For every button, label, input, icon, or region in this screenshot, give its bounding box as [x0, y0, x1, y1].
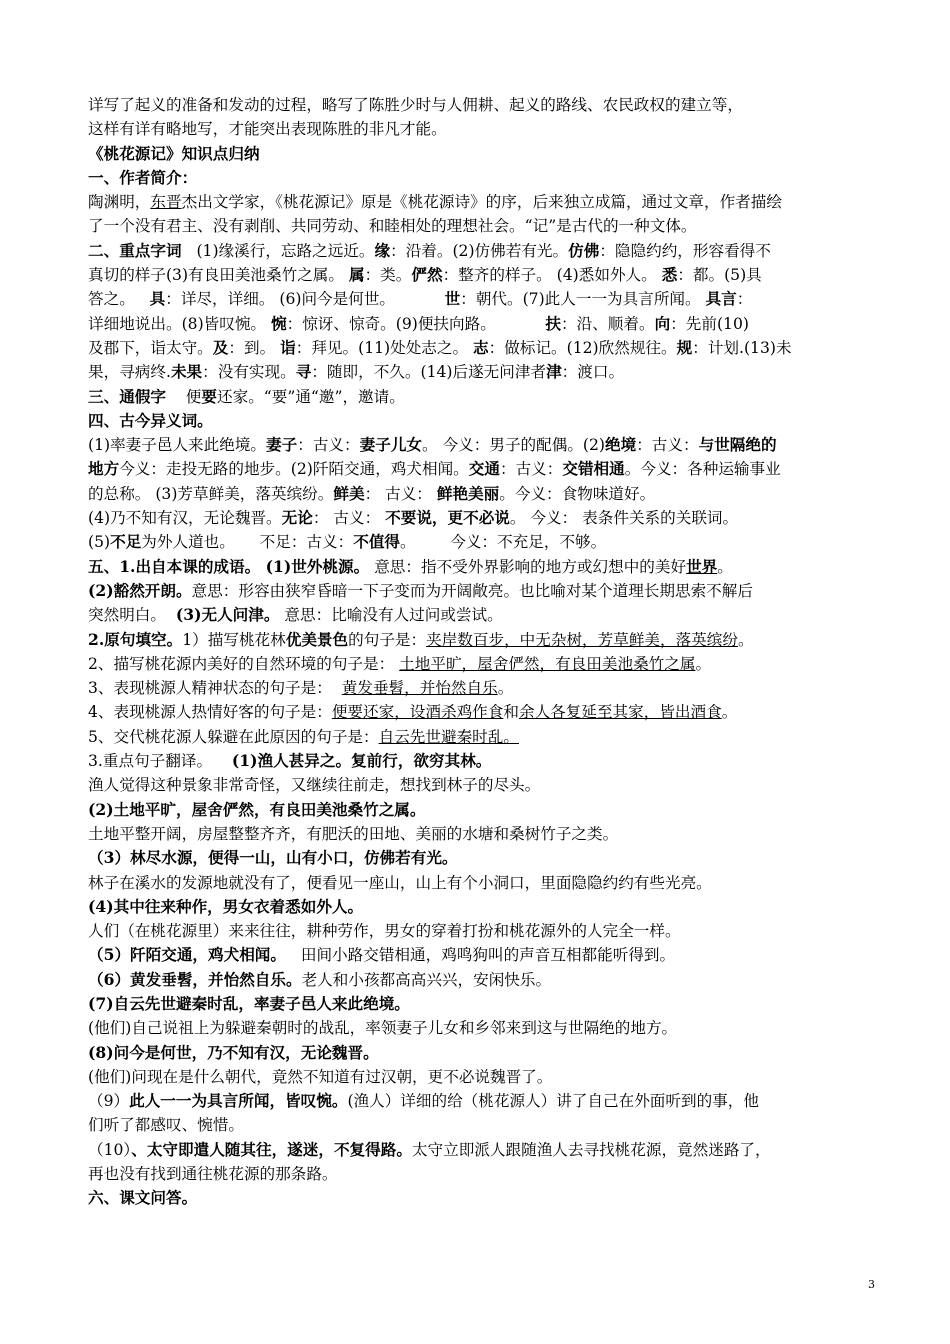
text-run: 《桃花源记》知识点归纳 — [88, 143, 260, 163]
text-run: 绝境 — [605, 435, 637, 455]
text-run: 津 — [546, 362, 562, 382]
text-run: ：做标记。(12)欣然规往。 — [488, 338, 677, 357]
text-run: 意思：形容由狭窄昏暗一下子变而为开阔敞亮。也比喻对某个道理长期思索不解后 — [191, 581, 753, 600]
text-line — [88, 603, 880, 627]
text-run: ：没有实现。 — [202, 363, 296, 382]
text-run: 答之。 — [88, 290, 150, 309]
text-run: 三、通假字 — [88, 386, 166, 406]
document-body — [88, 93, 880, 1211]
text-run: 林子在溪水的发源地就没有了，便看见一座山，山上有个小洞口，里面隐隐约约有些光亮。 — [88, 873, 712, 892]
text-line — [88, 822, 880, 846]
text-run: 。 — [717, 557, 733, 576]
text-run: 陶渊明， — [88, 193, 151, 212]
text-run: 3.重点句子翻译。 — [88, 752, 232, 771]
text-run: 六、课文问答。 — [88, 1188, 198, 1208]
text-run: 黄发垂髫，并怡然自乐 — [341, 679, 498, 698]
text-run: 田间小路交错相通，鸡鸣狗叫的声音互相都能听得到。 — [285, 946, 676, 965]
text-run: ：到。 — [228, 338, 281, 357]
text-run: （9） — [88, 1092, 130, 1111]
text-line — [88, 409, 880, 433]
page-number: 3 — [868, 1278, 875, 1291]
text-run: 交通 — [468, 459, 500, 479]
text-line — [88, 1138, 880, 1162]
text-run: 还家。“要”通“邀”，邀请。 — [217, 387, 405, 406]
text-run: ：先前(10) — [670, 314, 749, 333]
text-line — [88, 676, 880, 700]
text-line — [88, 360, 880, 384]
text-line — [88, 263, 880, 287]
text-run: (4)其中往来种作，男女衣着悉如外人。 — [88, 896, 364, 916]
text-line — [88, 749, 880, 773]
text-line — [88, 725, 880, 749]
text-run: ： 古义： — [364, 484, 437, 503]
text-run: 悉 — [661, 265, 678, 285]
text-run: 扶 — [545, 313, 561, 333]
text-run: （6）黄发垂髫，并怡然自乐。 — [88, 969, 302, 989]
text-run: 要 — [201, 386, 218, 406]
text-line — [88, 530, 880, 554]
text-run: (渔人）详细的给（桃花源人）讲了自己在外面听到的事，他 — [347, 1092, 759, 1111]
text-run: ： 古义： — [312, 509, 386, 528]
text-run: (5) — [88, 533, 111, 552]
text-run: 2.原句填空。 — [88, 629, 183, 649]
text-line — [88, 214, 880, 238]
text-run: 与世隔绝的 — [698, 435, 777, 455]
text-run: 的句子是： — [348, 630, 427, 649]
text-run: (1)率妻子邑人来此绝境。 — [88, 436, 267, 455]
text-run: (2)豁然开朗。 — [88, 580, 192, 600]
text-run: (1)渔人甚异之。复前行，欲穷其林。 — [231, 751, 492, 771]
text-run: 详写了起义的准备和发动的过程，略写了陈胜少时与人佣耕、起义的路线、农民政权的建立等， — [88, 96, 743, 114]
text-line — [88, 482, 880, 506]
text-run: 志 — [473, 337, 489, 357]
text-run: 5、交代桃花源人躲避在此原因的句子是： — [88, 727, 379, 746]
text-run: 。 — [738, 630, 754, 649]
text-run: 仿佛 — [568, 240, 600, 260]
text-run: (他们)问现在是什么朝代，竟然不知道有过汉朝，更不必说魏晋了。 — [88, 1067, 553, 1086]
text-line — [88, 919, 880, 943]
text-line — [88, 700, 880, 724]
text-run: 二、重点字词 — [88, 240, 182, 260]
text-line — [88, 1065, 880, 1089]
text-run: 俨然 — [411, 265, 443, 285]
text-line — [88, 1016, 880, 1040]
text-line — [88, 968, 880, 992]
text-run: 此人一一为具言所闻，皆叹惋。 — [129, 1091, 348, 1111]
text-run: 东晋 — [150, 193, 182, 212]
text-run: 们听了都感叹、惋惜。 — [88, 1116, 244, 1135]
text-line — [88, 506, 880, 530]
text-run: 、太守即遣人随其往，遂迷，不复得路。 — [131, 1139, 412, 1159]
text-run: (他们)自己说祖上为躲避秦朝时的战乱，率领妻子儿女和乡邻来到这与世隔绝的地方。 — [88, 1019, 678, 1038]
text-run: 规 — [676, 337, 693, 357]
text-run: 3、表现桃源人精神状态的句子是： — [88, 679, 342, 698]
text-run: 自云先世避秦时乱。 — [378, 727, 519, 746]
text-run: 及郡下，诣太守。 — [88, 338, 213, 357]
text-run: 不要说，更不必说 — [385, 508, 510, 528]
text-run: 余人各复延至其家，皆出酒食 — [518, 703, 722, 722]
text-run: ：古义： — [636, 436, 699, 455]
text-run: 老人和小孩都高高兴兴，安闲快乐。 — [301, 970, 552, 989]
text-run: 。 今义： 表条件关系的关联词。 — [509, 509, 739, 528]
text-line — [88, 992, 880, 1016]
text-run: 优美景色 — [285, 629, 349, 649]
text-run: 了一个没有君主、没有剥削、共同劳动、和睦相处的理想社会。“记”是古代的一种文体。 — [88, 217, 697, 236]
text-run: 世界 — [686, 556, 718, 576]
text-run: 。 — [497, 679, 514, 698]
text-run: ：都。(5)具 — [677, 266, 762, 285]
text-run: (8)问今是何世，乃不知有汉，无论魏晋。 — [88, 1042, 379, 1062]
text-line — [88, 312, 880, 336]
text-run: 及 — [212, 337, 229, 357]
text-run: 意思：比喻没有人过问或尝试。 — [279, 606, 503, 625]
text-line — [88, 652, 880, 676]
text-run: 土地平整开阔，房屋整整齐齐，有肥沃的田地、美丽的水塘和桑树竹子之类。 — [88, 824, 619, 843]
text-run: 真切的样子(3)有良田美池桑竹之属。 — [88, 266, 349, 285]
text-run: ：类。 — [364, 266, 412, 285]
text-run: 不足 — [110, 532, 142, 552]
text-run: ：随即，不久。(14)后遂无问津者 — [311, 363, 547, 382]
text-run: (3)无人问津。 — [175, 605, 280, 625]
text-line — [88, 579, 880, 603]
text-run: 鲜艳美丽 — [436, 483, 500, 503]
text-run: 向 — [654, 313, 671, 333]
text-line — [88, 117, 880, 141]
text-run: 无论 — [281, 508, 313, 528]
text-line — [88, 555, 880, 579]
text-run: ：隐隐约约，形容看得不 — [599, 241, 771, 260]
text-line — [88, 871, 880, 895]
text-run: 具 — [149, 289, 166, 309]
text-run: ：古义： — [499, 460, 563, 479]
text-run: 四、古今异义词。 — [88, 410, 213, 430]
text-run: 2、描写桃花源内美好的自然环境的句子是： — [88, 654, 400, 673]
text-run: 缘 — [374, 240, 391, 260]
text-run: 太守立即派人跟随渔人去寻找桃花源，竟然迷路了， — [411, 1140, 771, 1159]
text-run: (2)土地平旷，屋舍俨然，有良田美池桑竹之属。 — [88, 799, 426, 819]
text-run: 属 — [348, 265, 365, 285]
text-run: ：朝代。(7)此人一一为具言所闻。 — [460, 290, 706, 309]
text-run: 。今义：食物味道好。 — [499, 484, 656, 503]
text-run: 。 — [721, 703, 738, 722]
text-run: 交错相通 — [562, 459, 625, 479]
text-line — [88, 142, 880, 166]
text-run: 寻 — [295, 362, 312, 382]
text-line — [88, 1113, 880, 1137]
text-run: 鲜美 — [333, 483, 365, 503]
text-run: (7)自云先世避秦时乱，率妻子邑人来此绝境。 — [88, 993, 410, 1013]
text-line — [88, 93, 880, 117]
text-run: 不值得 — [353, 532, 401, 552]
text-run: 地方 — [88, 459, 120, 479]
text-run: ：整齐的样子。 (4)悉如外人。 — [442, 266, 662, 285]
text-run: (1)缘溪行，忘路之远近。 — [181, 241, 375, 260]
text-line — [88, 1186, 880, 1210]
text-run: 便 — [165, 387, 202, 406]
text-run: 惋 — [270, 313, 287, 333]
text-run: 今义：走投无路的地步。(2)阡陌交通，鸡犬相闻。 — [119, 460, 469, 479]
text-run: 夹岸数百步，中无杂树，芳草鲜美，落英缤纷 — [426, 630, 738, 649]
text-line — [88, 1041, 880, 1065]
text-line — [88, 1162, 880, 1186]
text-run: 杰出文学家，《桃花源记》原是《桃花源诗》的序，后来独立成篇，通过文章，作者描绘 — [181, 193, 782, 212]
text-run: 。 今义：男子的配偶。(2) — [422, 436, 605, 455]
text-run: ：惊讶、惊奇。(9)便扶向路。 — [286, 314, 546, 333]
text-run: （10） — [88, 1140, 132, 1159]
text-run: 便要还家，设酒杀鸡作食 — [331, 703, 504, 722]
text-run: 果，寻病终. — [88, 363, 171, 382]
text-run: ：拜见。(11)处处志之。 — [295, 338, 474, 357]
text-run: 妻子儿女 — [359, 435, 423, 455]
text-run: ：计划.(13)未 — [692, 338, 792, 357]
text-run: 。 今义：不充足，不够。 — [400, 533, 607, 552]
text-line — [88, 166, 880, 190]
text-run: ：沿着。(2)仿佛若有光。 — [390, 241, 569, 260]
text-run: 渔人觉得这种景象非常奇怪，又继续往前走，想找到林子的尽头。 — [88, 776, 541, 795]
text-run: 这样有详有略地写，才能突出表现陈胜的非凡才能。 — [88, 120, 447, 139]
text-line — [88, 287, 880, 311]
text-line — [88, 1089, 880, 1113]
text-run: 人们（在桃花源里）来来往往，耕种劳作，男女的穿着打扮和桃花源外的人完全一样。 — [88, 922, 681, 941]
text-run: （3）林尽水源，便得一山，山有小口，仿佛若有光。 — [88, 848, 458, 868]
text-run: 。今义：各种运输事业 — [624, 460, 781, 479]
text-run: （5）阡陌交通，鸡犬相闻。 — [88, 945, 286, 965]
text-line — [88, 628, 880, 652]
text-run: 4、表现桃源人热情好客的句子是： — [88, 703, 332, 722]
text-line — [88, 433, 880, 457]
text-line — [88, 239, 880, 263]
text-line — [88, 773, 880, 797]
text-line — [88, 895, 880, 919]
text-line — [88, 457, 880, 481]
text-run: ：详尽，详细。 (6)问今是何世。 — [165, 290, 445, 309]
text-line — [88, 798, 880, 822]
text-run: 土地平旷，屋舍俨然，有良田美池桑竹之属 — [399, 654, 696, 673]
text-run: ：古义： — [297, 436, 360, 455]
text-line — [88, 385, 880, 409]
text-run: 意思：指不受外界影响的地方或幻想中的美好 — [369, 557, 687, 576]
text-run: 突然明白。 — [88, 606, 176, 625]
text-run: 一、作者简介： — [88, 167, 198, 187]
text-line — [88, 943, 880, 967]
text-run: 世 — [444, 289, 461, 309]
text-line — [88, 846, 880, 870]
text-run: 诣 — [280, 337, 296, 357]
text-run: 1）描写桃花林 — [182, 630, 286, 649]
text-run: 的总称。 (3)芳草鲜美，落英缤纷。 — [88, 484, 334, 503]
text-run: 具言 — [705, 289, 737, 309]
text-run: 妻子 — [266, 435, 298, 455]
text-run: 五、1.出自本课的成语。 (1)世外桃源。 — [88, 556, 370, 576]
text-run: ：渡口。 — [561, 363, 625, 382]
text-run: 再也没有找到通往桃花源的那条路。 — [88, 1165, 338, 1184]
text-line — [88, 190, 880, 214]
text-run: 和 — [503, 703, 519, 722]
text-run: 未果 — [170, 362, 203, 382]
text-run: ：沿、顺着。 — [561, 314, 655, 333]
text-run: (4)乃不知有汉，无论魏晋。 — [88, 509, 282, 528]
text-run: ： — [736, 290, 753, 309]
text-line — [88, 336, 880, 360]
text-run: 。 — [695, 654, 712, 673]
text-run: 详细地说出。(8)皆叹惋。 — [88, 314, 271, 333]
text-run: 为外人道也。 不足：古义： — [141, 533, 354, 552]
